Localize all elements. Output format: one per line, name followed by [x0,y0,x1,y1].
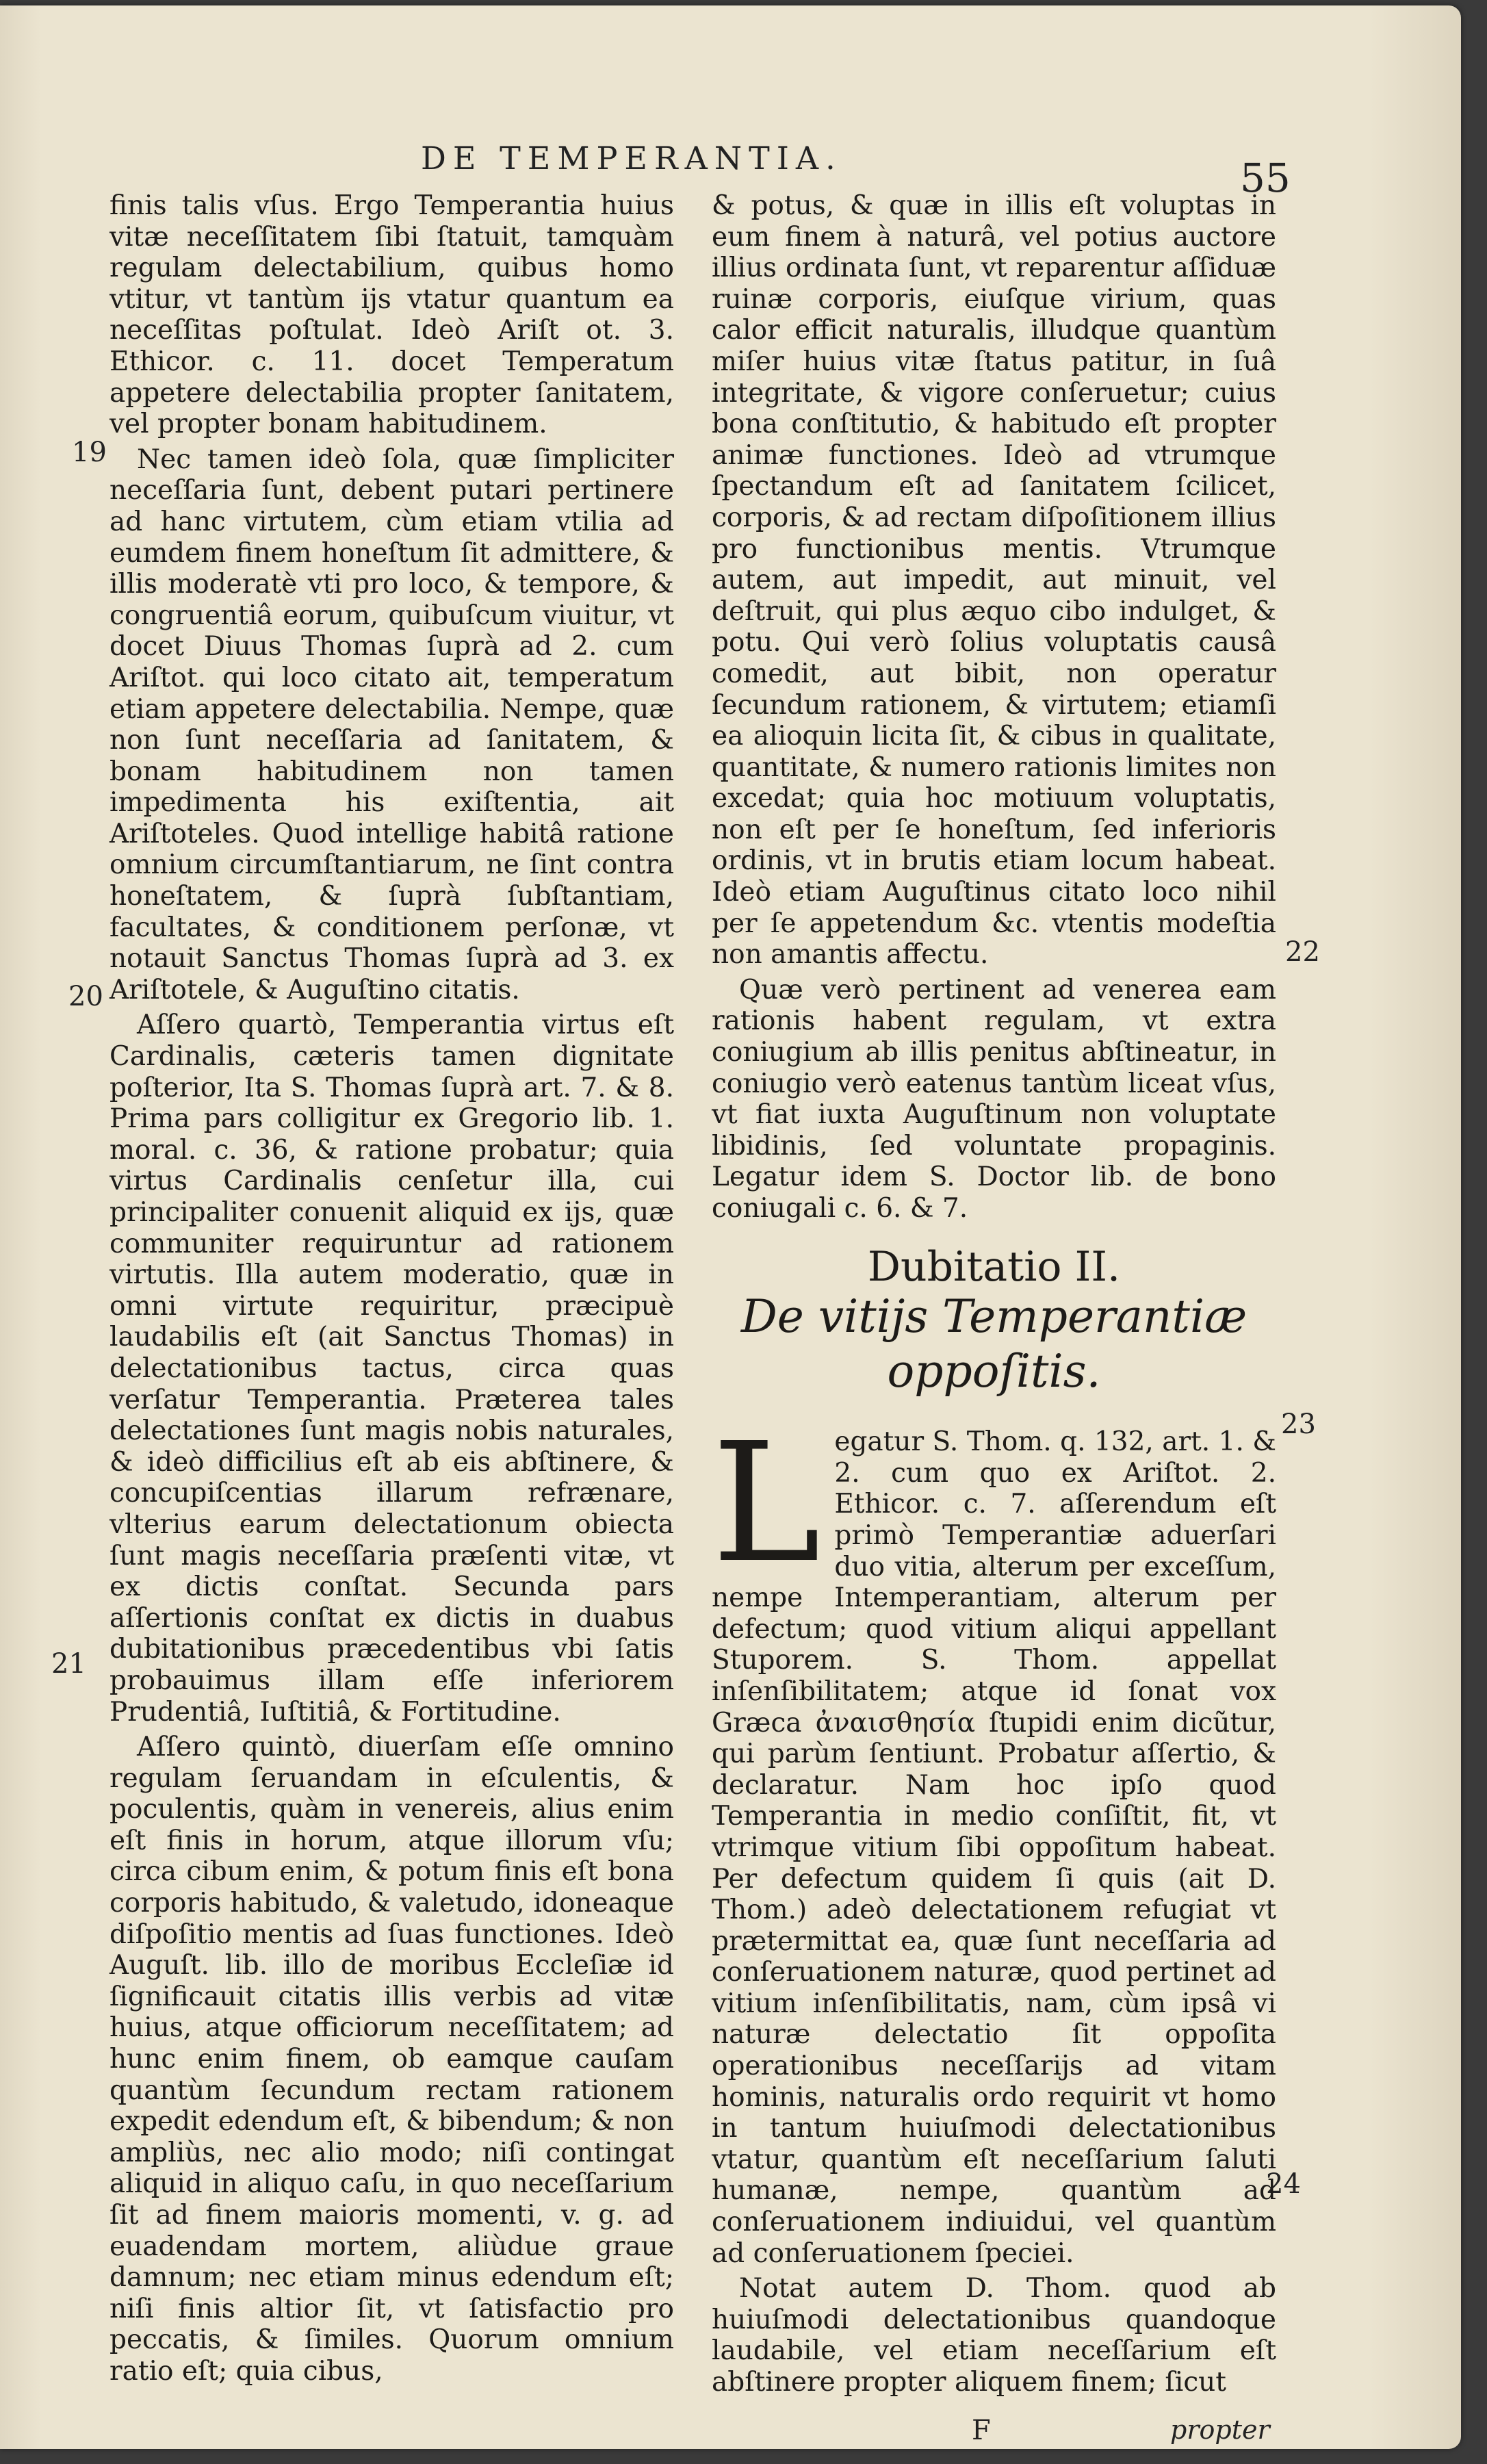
section-title: Dubitatio II. [867,1242,1121,1291]
right-paragraph-3: egatur S. Thom. q. 132, art. 1. & 2. cum quo ex Ariſtot. 2. Ethicor. c. 7. aſſerendum eſt primò Temperantiæ aduerſari duo vitia, alterum per exceſſum, nempe Intemperantiam, alterum per defectum; quod vitium aliqui appellant Stuporem. S. Thom. appellat inſenſibilitatem; atque id ſonat vox Græca ἀναισθησία ſtupidi enim dicũtur, qui parùm ſentiunt. Probatur aſſertio, & declaratur. Nam hoc ipſo quod Temperantia in medio conſiſtit, fit, vt vtrimque vitium ſibi oppoſitum habeat. Per defectum quidem ſi quis (ait D. Thom.) adeò delectationem refugiat vt prætermittat ea, quæ ſunt neceſſaria ad conſeruationem naturæ, quod pertinet ad vitium inſenſibilitatis, nam, cùm ipsâ vi naturæ delectatio ſit oppoſita operationibus neceſſarijs ad vitam hominis, naturalis ordo requirit vt homo in tantum huiuſmodi delectationibus vtatur, quantùm eſt neceſſarium ſaluti humanæ, nempe, quantùm ad conſeruationem indiuidui, vel quantùm ad conſeruationem ſpeciei. [712,1426,1276,2269]
right-column [712,190,1276,2402]
left-paragraph-2: Nec tamen ideò ſola, quæ ſimpliciter neceſſaria ſunt, debent putari pertinere ad hanc virtutem, cùm etiam vtilia ad eumdem finem honeſtum ſit admittere, & illis moderatè vti pro loco, & tempore, & congruentiâ eorum, quibuſcum viuitur, vt docet Diuus Thomas ſuprà ad 2. cum Ariſtot. qui loco citato ait, temperatum etiam appetere delectabilia. Nempe, quæ non ſunt neceſſaria ad ſanitatem, & bonam habitudinem non tamen impedimenta his exiſtentia, ait Ariſtoteles. Quod intellige habitâ ratione omnium circumſtantiarum, ne ſint contra honeſtatem, & ſuprà ſubſtantiam, facultates, & conditionem perſonæ, vt notauit Sanctus Thomas ſuprà ad 3. ex Ariſtotele, & Auguſtino citatis. [109,444,674,1005]
left-paragraph-3: Aſſero quartò, Temperantia virtus eſt Cardinalis, cæteris tamen dignitate poſterior, Ita S. Thomas ſuprà art. 7. & 8. Prima pars colligitur ex Gregorio lib. 1. moral. c. 36, & ratione probatur; quia virtus Cardinalis cenſetur illa, cui principaliter conuenit aliquid ex ijs, quæ communiter requiruntur ad rationem virtutis. Illa autem moderatio, quæ in omni virtute requiritur, præcipuè laudabilis eſt (ait Sanctus Thomas) in delectationibus tactus, circa quas verſatur Temperantia. Præterea tales delectationes ſunt magis nobis naturales, & ideò difficilius eſt ab eis abſtinere, & concupiſcentias illarum refrænare, vlterius earum delectationum obiecta ſunt magis neceſſaria præſenti vitæ, vt ex dictis conſtat. Secunda pars aſſertionis conſtat ex dictis in duabus dubitationibus præcedentibus vbi ſatis probauimus illam eſſe inferiorem Prudentiâ, Iuſtitiâ, & Fortitudine. [109,1010,674,1728]
book-page [0,5,1461,2449]
running-title: DE TEMPERANTIA. [421,140,842,177]
margin-number-20: 20 [68,981,103,1012]
left-column [109,190,674,2391]
left-paragraph-1: finis talis vſus. Ergo Temperantia huius vitæ neceſſitatem ſibi ſtatuit, tamquàm regulam delectabilium, quibus homo vtitur, vt tantùm ijs vtatur quantum ea neceſſitas poſtulat. Ideò Ariſt ot. 3. Ethicor. c. 11. docet Temperatum appetere delectabilia propter ſanitatem, vel propter bonam habitudinem. [109,190,674,440]
catchword: propter [1170,2415,1270,2445]
right-paragraph-2: Quæ verò pertinent ad venerea eam rationis habent regulam, vt extra coniugium ab illis penitus abſtineatur, in coniugio verò eatenus tantùm liceat vſus, vt fiat iuxta Auguſtinum non voluptate libidinis, ſed voluntate propaginis. Legatur idem S. Doctor lib. de bono coniugali c. 6. & 7. [712,974,1276,1224]
right-paragraph-4: Notat autem D. Thom. quod ab huiuſmodi delectationibus quandoque laudabile, vel etiam neceſſarium eſt abſtinere propter aliquem finem; ſicut [712,2273,1276,2398]
margin-number-21: 21 [51,1648,86,1680]
margin-number-24: 24 [1266,2168,1301,2200]
drop-cap-initial: L [712,1407,821,1600]
margin-number-23: 23 [1281,1409,1316,1440]
page-number: 55 [1240,155,1291,201]
margin-number-19: 19 [72,437,107,468]
section-subtitle: De vitijs Temperantiæ oppoſitis. [740,1290,1247,1398]
left-paragraph-4: Aſſero quintò, diuerſam eſſe omnino regulam ſeruandam in eſculentis, & poculentis, quàm in venereis, alius enim eſt finis in horum, atque illorum vſu; circa cibum enim, & potum finis eſt bona corporis habitudo, & valetudo, idoneaque diſpoſitio mentis ad ſuas functiones. Ideò Auguſt. lib. illo de moribus Eccleſiæ id ſignificauit citatis illis verbis ad vitæ huius, atque officiorum neceſſitatem; ad hunc enim finem, ob eamque cauſam quantùm ſecundum rectam rationem expedit edendum eſt, & bibendum; & non ampliùs, nec alio modo; niſi contingat aliquid in aliquo caſu, in quo neceſſarium ſit ad finem maioris momenti, v. g. ad euadendam mortem, aliùdue graue damnum; nec etiam minus edendum eſt; niſi finis altior ſit, vt ſatisfactio pro peccatis, & ſimiles. Quorum omnium ratio eſt; quia cibus, [109,1732,674,2387]
right-paragraph-1: & potus, & quæ in illis eſt voluptas in eum finem à naturâ, vel potius auctore illius ordinata ſunt, vt reparentur aſſiduæ ruinæ corporis, eiuſque virium, quas calor efficit naturalis, illudque quantùm miſer huius vitæ ſtatus patitur, in ſuâ integritate, & vigore conſeruetur; cuius bona conſtitutio, & habitudo eſt propter animæ functiones. Ideò ad vtrumque ſpectandum eſt ad ſanitatem ſcilicet, corporis, & ad rectam diſpoſitionem illius pro functionibus mentis. Vtrumque autem, aut impedit, aut minuit, vel deſtruit, qui plus æquo cibo indulget, & potu. Qui verò ſolius voluptatis causâ comedit, aut bibit, non operatur ſecundum rationem, & virtutem; etiamſi ea alioquin licita ſit, & cibus in qualitate, quantitate, & numero rationis limites non excedat; quia hoc motiuum voluptatis, non eſt per ſe honeſtum, ſed inferioris ordinis, vt in brutis etiam locum habeat. Ideò etiam Auguſtinus citato loco nihil per ſe appetendum &c. vtentis modeſtia non amantis affectu. [712,190,1276,971]
margin-number-22: 22 [1285,936,1320,968]
signature-mark: F [972,2415,991,2446]
